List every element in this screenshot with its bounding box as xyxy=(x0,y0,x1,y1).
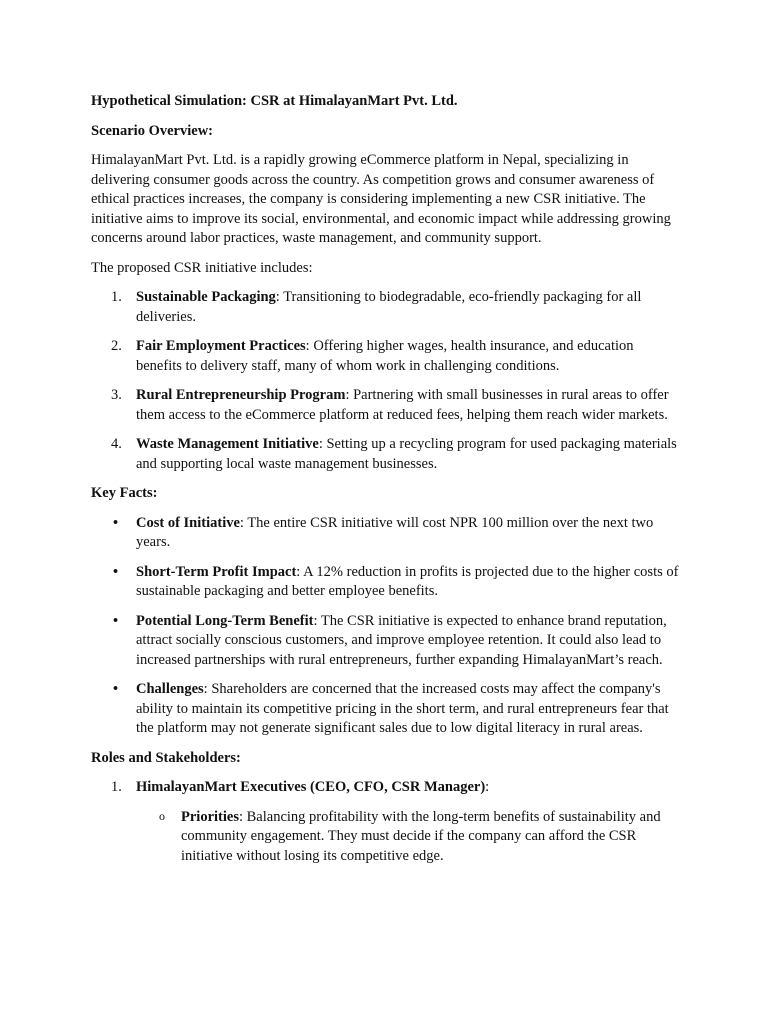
initiative-item-sustainable-packaging xyxy=(91,288,681,327)
initiative-text: : Transitioning to biodegradable, eco-friendly packaging for all deliveries. xyxy=(136,289,642,325)
fact-item-challenges xyxy=(91,680,681,739)
initiative-text: : Setting up a recycling program for used packaging materials and supporting local waste management businesses. xyxy=(136,436,677,472)
sub-text: : Balancing profitability with the long-term benefits of sustainability and community engagement. They must decide if the company can afford the CSR initiative without losing its competitive edge. xyxy=(181,808,661,864)
bullet-icon: • xyxy=(113,612,119,629)
fact-text: : The CSR initiative is expected to enhance brand reputation, attract socially conscious customers, and improve employee retention. It could also lead to increased partnerships with rural entrepreneurs, further expanding HimalayanMart’s reach. xyxy=(136,612,667,668)
roles-heading: Roles and Stakeholders: xyxy=(91,749,241,766)
document-body xyxy=(91,92,681,876)
initiative-text: : Offering higher wages, health insurance, and education benefits to delivery staff, many of whom work in challenging conditions. xyxy=(136,338,634,374)
bullet-icon: • xyxy=(113,563,119,580)
initiative-text: : Partnering with small businesses in rural areas to offer them access to the eCommerce platform at reduced fees, helping them reach wider markets. xyxy=(136,387,669,423)
fact-term: Short-Term Profit Impact xyxy=(136,563,297,580)
fact-text: : The entire CSR initiative will cost NPR 100 million over the next two years. xyxy=(136,514,654,550)
initiative-term: Sustainable Packaging xyxy=(136,289,276,305)
initiative-item-waste-management xyxy=(91,435,681,474)
document-title: Hypothetical Simulation: CSR at HimalayanMart Pvt. Ltd. xyxy=(91,93,458,109)
sub-bullet-icon: o xyxy=(159,808,165,823)
list-number: 1. xyxy=(111,779,122,795)
list-number: 1. xyxy=(111,289,122,305)
initiative-term: Fair Employment Practices xyxy=(136,338,306,354)
fact-text: : Shareholders are concerned that the increased costs may affect the company's ability to maintain its competitive pricing in the short term, and rural entrepreneurs fear that the platform may not generate significant sales due to low digital literacy in rural areas. xyxy=(136,681,669,736)
fact-term: Challenges xyxy=(136,681,204,697)
key-facts-list xyxy=(91,514,681,739)
key-facts-heading: Key Facts: xyxy=(91,485,158,501)
fact-text: : A 12% reduction in profits is projected due to the higher costs of sustainable packaging and better employee benefits. xyxy=(136,563,679,599)
bullet-icon: • xyxy=(113,681,119,697)
initiative-item-fair-employment xyxy=(91,337,681,376)
fact-term: Potential Long-Term Benefit xyxy=(136,612,314,629)
role-text: : xyxy=(485,779,490,795)
initiative-term: Rural Entrepreneurship Program xyxy=(136,387,346,403)
role-term: HimalayanMart Executives (CEO, CFO, CSR Manager) xyxy=(136,779,486,795)
list-number: 3. xyxy=(111,387,122,403)
fact-item-short-term-impact xyxy=(91,563,681,602)
scenario-paragraph: HimalayanMart Pvt. Ltd. is a rapidly growing eCommerce platform in Nepal, specializing in delivering consumer goods across the country. As competition grows and consumer awareness of ethical practices increases, the company is considering implementing a new CSR initiative. The initiative aims to improve its social, environmental, and economic impact while addressing growing concerns around labor practices, waste management, and community support. xyxy=(91,152,671,246)
list-number: 4. xyxy=(111,436,122,452)
role-sub-item-priorities xyxy=(91,808,681,867)
bullet-icon: • xyxy=(113,514,119,531)
fact-term: Cost of Initiative xyxy=(136,514,240,531)
sub-term: Priorities xyxy=(181,808,239,825)
scenario-heading: Scenario Overview: xyxy=(91,122,214,139)
list-number: 2. xyxy=(111,338,122,354)
initiative-term: Waste Management Initiative xyxy=(136,436,319,452)
initiative-list xyxy=(91,288,681,474)
initiative-intro: The proposed CSR initiative includes: xyxy=(91,259,313,276)
initiative-item-rural-entrepreneurship xyxy=(91,386,681,425)
role-item-executives xyxy=(91,778,681,798)
fact-item-cost xyxy=(91,514,681,553)
roles-list xyxy=(91,778,681,866)
fact-item-long-term-benefit xyxy=(91,612,681,671)
